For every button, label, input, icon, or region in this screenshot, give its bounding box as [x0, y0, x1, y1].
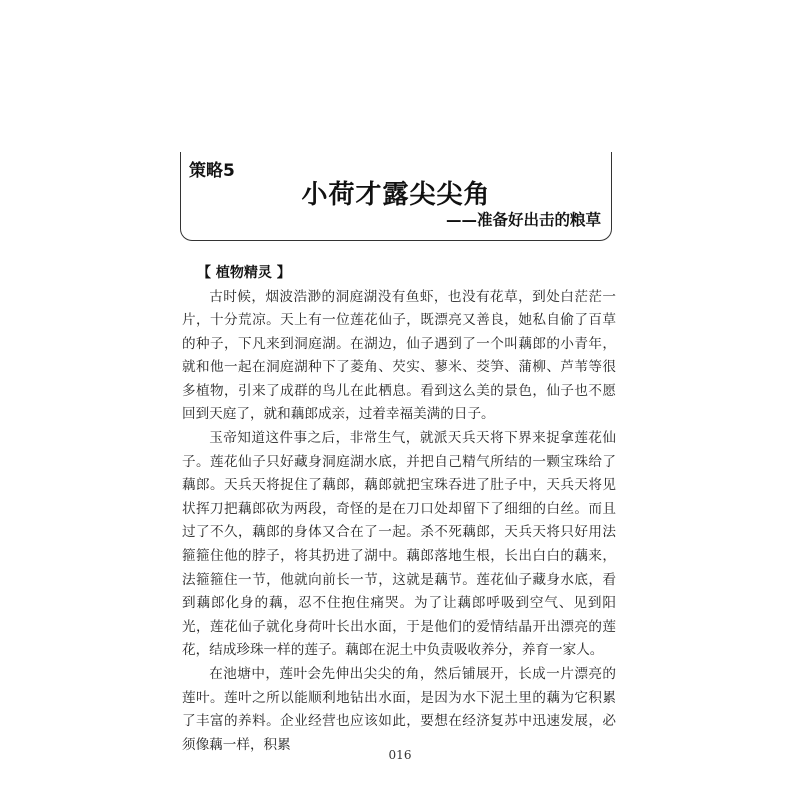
page-number: 016 — [388, 748, 412, 762]
paragraph: 古时候，烟波浩渺的洞庭湖没有鱼虾，也没有花草，到处白茫茫一片，十分荒凉。天上有一位莲花仙子，既漂亮又善良，她私自偷了百草的种子，下凡来到洞庭湖。在湖边，仙子遇到了一个叫藕郎的小青年，就和他一起在洞庭湖种下了菱角、芡实、蓼米、茭笋、蒲柳、芦苇等很多植物，引来了成群的鸟儿在此栖息。看到这么美的景色，仙子也不愿回到天庭了，就和藕郎成亲，过着幸福美满的日子。 — [182, 288, 616, 423]
chapter-title: 小荷才露尖尖角 — [301, 180, 491, 210]
paragraph: 在池塘中，莲叶会先伸出尖尖的角，然后铺展开，长成一片漂亮的莲叶。莲叶之所以能顺利地钻出水面，是因为水下泥土里的藕为它积累了丰富的养料。企业经营也应该如此，要想在经济复苏中迅速发展，必须像藕一样，积累 — [182, 666, 616, 753]
section-heading: 【 植物精灵 】 — [197, 265, 291, 281]
chapter-header — [180, 152, 612, 241]
paragraph: 玉帝知道这件事之后，非常生气，就派天兵天将下界来捉拿莲花仙子。莲花仙子只好藏身洞庭湖水底，并把自己精气所结的一颗宝珠给了藕郎。天兵天将捉住了藕郎，藕郎就把宝珠吞进了肚子中，天兵天将见状挥刀把藕郎砍为两段，奇怪的是在刀口处却留下了细细的白丝。而且过了不久，藕郎的身体又合在了一起。杀不死藕郎，天兵天将只好用法箍箍住他的脖子，将其扔进了湖中。藕郎落地生根，长出白白的藕来，法箍箍住一节，他就向前长一节，这就是藕节。莲花仙子藏身水底，看到藕郎化身的藕，忍不住抱住痛哭。为了让藕郎呼吸到空气、见到阳光，莲花仙子就化身荷叶长出水面，于是他们的爱情结晶开出漂亮的莲花，结成珍珠一样的莲子。藕郎在泥土中负责吸收养分，养育一家人。 — [182, 430, 616, 659]
strategy-label: 策略5 — [189, 161, 235, 181]
chapter-subtitle: ——准备好出击的粮草 — [445, 211, 601, 229]
section-body — [182, 262, 616, 757]
